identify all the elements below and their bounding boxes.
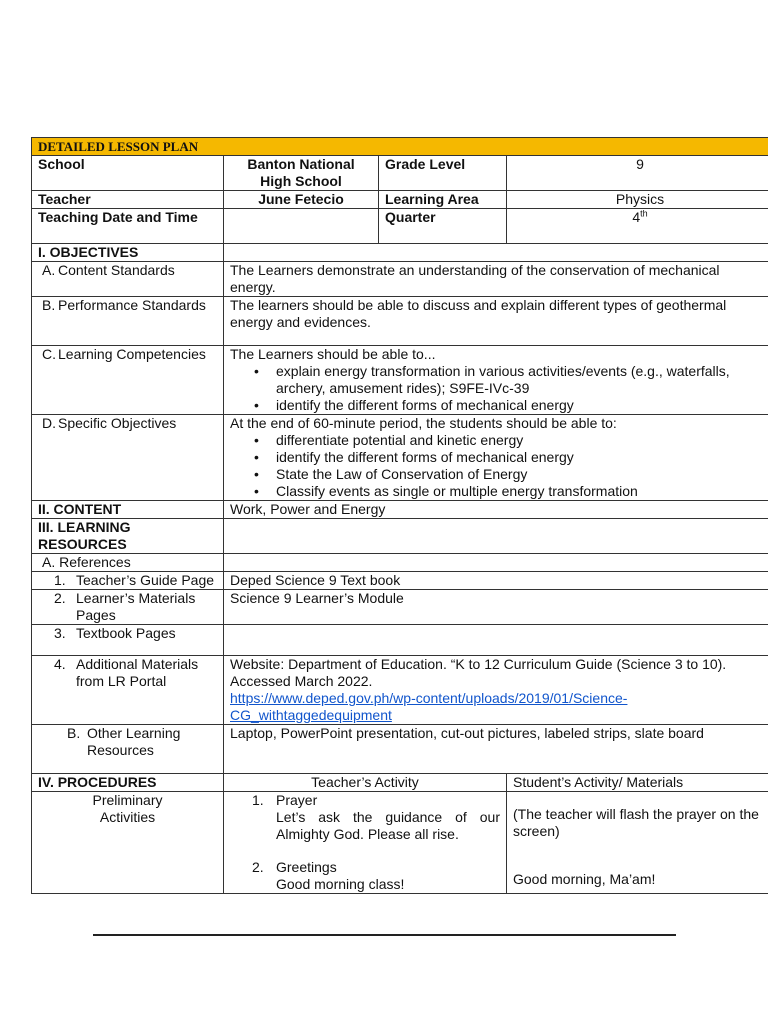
item-marker: 4.	[54, 656, 66, 672]
learning-competencies-marker: C.	[42, 346, 56, 362]
list-item: • State the Law of Conservation of Energy	[276, 466, 767, 483]
content-standards-title: Content Standards	[58, 262, 175, 278]
banner-row	[32, 138, 768, 156]
textbook-pages-label	[32, 625, 224, 656]
references-blank	[224, 554, 768, 572]
teacher-activity-cell	[224, 792, 507, 894]
item-marker: 3.	[54, 625, 66, 641]
student-activity-cell	[507, 792, 768, 894]
date-value	[224, 209, 379, 244]
specific-objectives-title: Specific Objectives	[58, 415, 177, 431]
performance-standards-label	[32, 297, 224, 346]
specific-objectives-list	[230, 432, 767, 500]
specific-objectives-marker: D.	[42, 415, 56, 431]
banner-title: DETAILED LESSON PLAN	[32, 138, 768, 156]
school-value: Banton National High School	[224, 156, 379, 191]
content-standards-label	[32, 262, 224, 297]
objectives-blank	[224, 244, 768, 262]
content-standards-text: The Learners demonstrate an understanding of the conservation of mechanical energy.	[224, 262, 768, 297]
item-marker: 1.	[54, 572, 66, 588]
other-resources-text: Laptop, PowerPoint presentation, cut-out pictures, labeled strips, slate board	[224, 725, 768, 774]
teachers-guide-text: Deped Science 9 Text book	[224, 572, 768, 590]
learning-competencies-row	[32, 346, 768, 415]
list-item	[230, 792, 500, 843]
grade-value: 9	[507, 156, 768, 191]
greetings-text: Good morning class!	[276, 876, 405, 892]
other-resources-label	[32, 725, 224, 774]
learning-competencies-title: Learning Competencies	[58, 346, 206, 362]
additional-materials-cell	[224, 656, 768, 725]
preliminary-label	[32, 792, 224, 894]
procedures-header-row	[32, 774, 768, 792]
objectives-row	[32, 244, 768, 262]
prayer-text: Let’s ask the guidance of our Almighty God. Please all rise.	[276, 809, 500, 842]
item-marker: 2.	[54, 590, 66, 606]
preliminary-text: Preliminary Activities	[92, 792, 163, 825]
objectives-heading: I. OBJECTIVES	[32, 244, 224, 262]
student-prayer-text: (The teacher will flash the prayer on the screen)	[513, 806, 759, 839]
prayer-title: Prayer	[276, 792, 318, 808]
quarter-suffix: th	[640, 208, 648, 219]
learning-competencies-list	[230, 363, 767, 414]
specific-objectives-row	[32, 415, 768, 501]
content-standards-row	[32, 262, 768, 297]
references-label: A. References	[32, 554, 224, 572]
teacher-label: Teacher	[32, 191, 224, 209]
teachers-guide-label	[32, 572, 224, 590]
school-row	[32, 156, 768, 191]
teacher-value: June Fetecio	[224, 191, 379, 209]
performance-standards-marker: B.	[42, 297, 56, 313]
item-label: Teacher’s Guide Page	[76, 572, 215, 588]
list-item	[230, 859, 500, 893]
quarter-label: Quarter	[379, 209, 507, 244]
learners-materials-row	[32, 590, 768, 625]
item-marker: 2.	[252, 859, 264, 875]
teacher-row	[32, 191, 768, 209]
teachers-guide-row	[32, 572, 768, 590]
area-value: Physics	[507, 191, 768, 209]
list-item: • identify the different forms of mechanical energy	[276, 397, 767, 414]
specific-objectives-intro: At the end of 60-minute period, the students should be able to:	[230, 415, 617, 431]
preliminary-row	[32, 792, 768, 894]
date-label: Teaching Date and Time	[32, 209, 224, 244]
item-label: Other Learning Resources	[87, 725, 181, 758]
lesson-plan-table	[31, 137, 768, 894]
school-label: School	[32, 156, 224, 191]
other-resources-row	[32, 725, 768, 774]
specific-objectives-label	[32, 415, 224, 501]
item-label: Textbook Pages	[76, 625, 176, 641]
item-marker: 1.	[252, 792, 264, 808]
performance-standards-row	[32, 297, 768, 346]
list-item: • differentiate potential and kinetic energy	[276, 432, 767, 449]
resources-heading: III. LEARNING RESOURCES	[32, 519, 224, 554]
references-row	[32, 554, 768, 572]
performance-standards-title: Performance Standards	[58, 297, 206, 313]
curriculum-guide-link[interactable]: https://www.deped.gov.ph/wp-content/uploads/2019/01/Science-CG_withtaggedequipment	[230, 690, 628, 723]
procedures-heading: IV. PROCEDURES	[32, 774, 224, 792]
date-row	[32, 209, 768, 244]
performance-standards-text: The learners should be able to discuss and explain different types of geothermal energy and evidences.	[224, 297, 768, 346]
additional-materials-row	[32, 656, 768, 725]
list-item: • Classify events as single or multiple energy transformation	[276, 483, 767, 500]
content-row	[32, 501, 768, 519]
student-activity-header: Student’s Activity/ Materials	[507, 774, 768, 792]
student-greeting-text: Good morning, Ma’am!	[513, 871, 656, 887]
content-text: Work, Power and Energy	[224, 501, 768, 519]
specific-objectives-cell	[224, 415, 768, 501]
list-item: • explain energy transformation in various activities/events (e.g., waterfalls, archery, amusement rides); S9FE-IVc-39	[276, 363, 767, 397]
learners-materials-text: Science 9 Learner’s Module	[224, 590, 768, 625]
greetings-title: Greetings	[276, 859, 337, 875]
resources-blank	[224, 519, 768, 554]
area-label: Learning Area	[379, 191, 507, 209]
learners-materials-label	[32, 590, 224, 625]
additional-materials-text: Website: Department of Education. “K to 12 Curriculum Guide (Science 3 to 10). Accessed March 2022.	[230, 656, 727, 689]
item-label: Learner’s Materials Pages	[76, 590, 196, 623]
resources-row	[32, 519, 768, 554]
learning-competencies-intro: The Learners should be able to...	[230, 346, 436, 362]
item-label: Additional Materials from LR Portal	[76, 656, 199, 689]
grade-label: Grade Level	[379, 156, 507, 191]
item-marker: B.	[67, 725, 81, 741]
additional-materials-label	[32, 656, 224, 725]
content-heading: II. CONTENT	[32, 501, 224, 519]
learning-competencies-cell	[224, 346, 768, 415]
teacher-activity-header: Teacher’s Activity	[224, 774, 507, 792]
quarter-number: 4	[632, 209, 641, 225]
list-item: • identify the different forms of mechanical energy	[276, 449, 767, 466]
textbook-pages-text	[224, 625, 768, 656]
learning-competencies-label	[32, 346, 224, 415]
content-standards-marker: A.	[42, 262, 56, 278]
footer-divider	[93, 934, 676, 936]
textbook-pages-row	[32, 625, 768, 656]
quarter-value	[507, 209, 768, 244]
